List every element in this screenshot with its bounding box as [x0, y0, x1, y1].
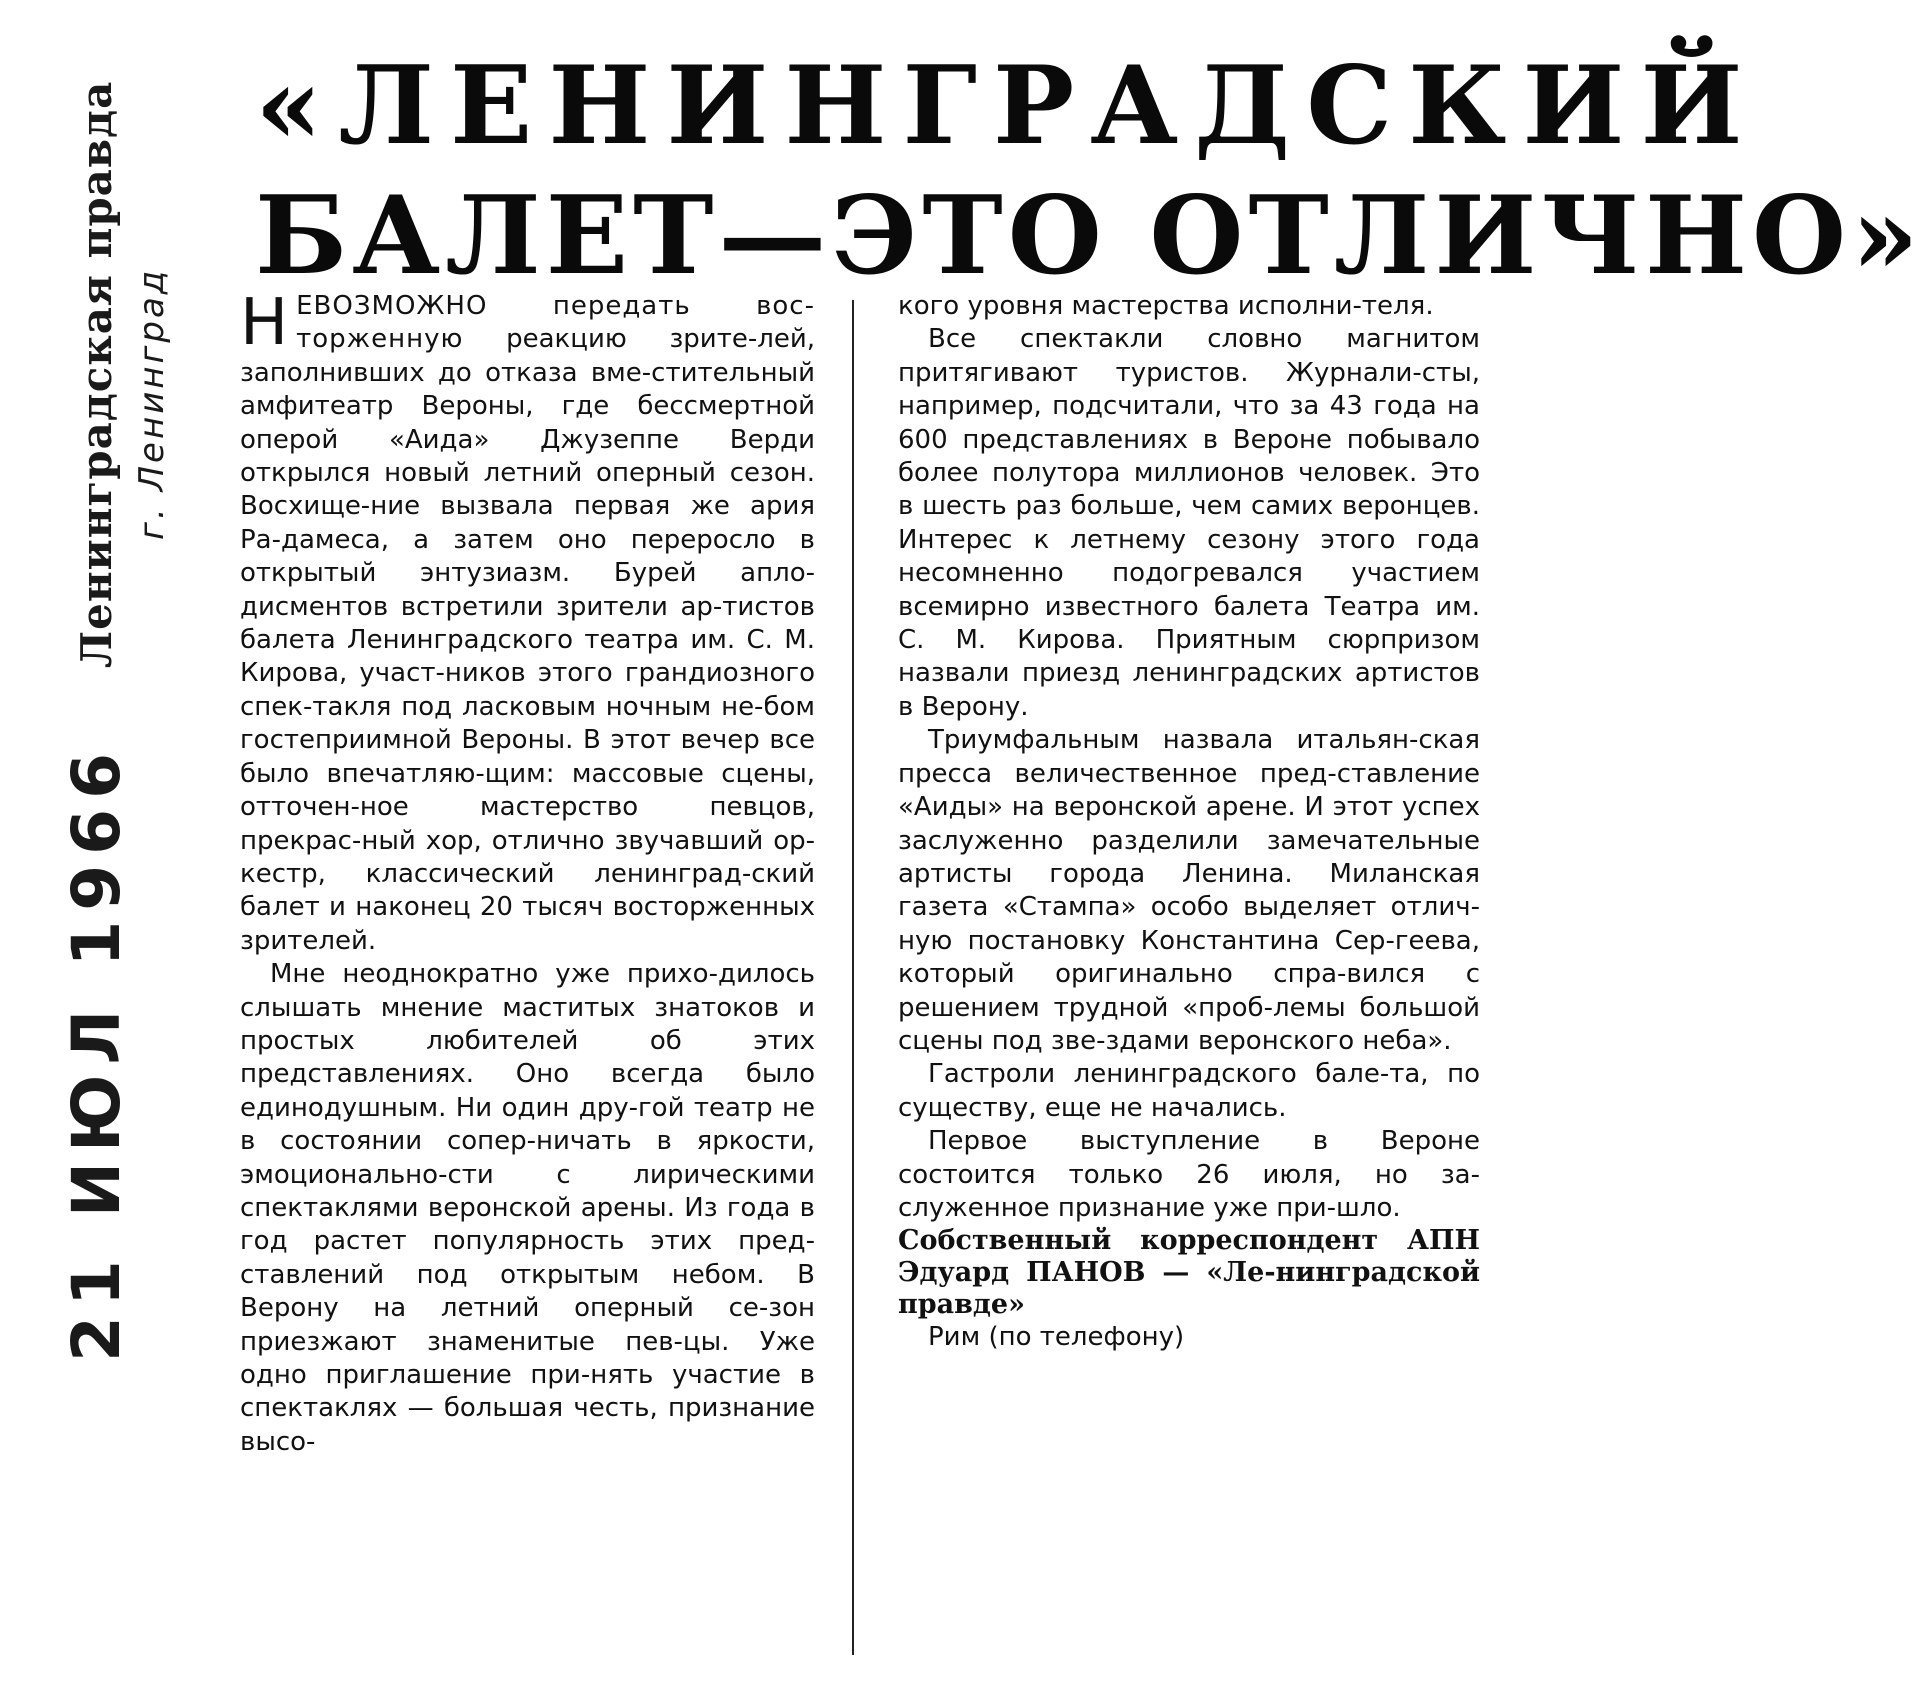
column-divider: [852, 300, 854, 1655]
date-stamp: 21 ИЮЛ 1966: [58, 742, 135, 1362]
article-paragraph-2: Мне неоднократно уже прихо-дилось слышать мнение маститых знатоков и простых любителей об этих представлениях. Оно всегда было единодушным. Ни один дру-гой театр не в состоянии сопер-ничать в яркости, эмоционально-сти с лирическими спектаклями веронской арены. Из года в год растет популярность этих пред-ставлений под открытым небом. В Верону на летний оперный се-зон приезжают знаменитые пев-цы. Уже одно приглашение при-нять участие в спектаклях — большая честь, признание высо-: [240, 959, 815, 1457]
headline: [255, 43, 1924, 299]
city-stamp: г. Ленинград: [132, 267, 172, 540]
author-signature: Собственный корреспондент АПН Эдуард ПАНОВ — «Ле-нинградской правде»: [898, 1225, 1480, 1321]
article-paragraph-3: Все спектакли словно магнитом притягивают туристов. Журнали-сты, например, подсчитали, что за 43 года на 600 представлениях в Вероне побывало более полутора миллионов человек. Это в шесть раз больше, чем самих веронцев. Интерес к летнему сезону этого года несомненно подогревался участием всемирно известного балета Театра им. С. М. Кирова. Приятным сюрпризом назвали приезд ленинградских артистов в Верону.: [898, 324, 1480, 722]
dateline: Рим (по телефону): [928, 1322, 1185, 1353]
headline-line-1: «ЛЕНИНГРАДСКИЙ: [255, 43, 1759, 169]
article-column-right: [898, 290, 1480, 1355]
article-paragraph-2-continued: кого уровня мастерства исполни-теля.: [898, 291, 1434, 321]
article-paragraph-5: Гастроли ленинградского бале-та, по существу, еще не начались.: [898, 1059, 1480, 1123]
drop-cap: Н: [240, 286, 289, 360]
lead-words: ЕВОЗМОЖНО передать вос-торженную: [296, 291, 815, 355]
article-paragraph-1: [240, 286, 815, 958]
article-paragraph-6: Первое выступление в Вероне состоится только 26 июля, но за-служенное признание уже при-шло.: [898, 1126, 1480, 1223]
paragraph-1-text: реакцию зрите-лей, заполнивших до отказа вме-стительный амфитеатр Вероны, где бессмертной оперой «Аида» Джузеппе Верди открылся новый летний оперный сезон. Восхище-ние вызвала первая же ария Ра-дамеса, а затем оно переросло в открытый энтузиазм. Бурей апло-дисментов встретили зрители ар-тистов балета Ленинградского театра им. С. М. Кирова, участ-ников этого грандиозного спек-такля под ласковым ночным не-бом гостеприимной Вероны. В этот вечер все было впечатляю-щим: массовые сцены, отточен-ное мастерство певцов, прекрас-ный хор, отлично звучавший ор-кестр, классический ленинград-ский балет и наконец 20 тысяч восторженных зрителей.: [240, 324, 815, 956]
newspaper-name-stamp: Ленинградская правда: [72, 80, 121, 668]
article-column-left: [240, 286, 815, 1459]
headline-line-2: БАЛЕТ—ЭТО ОТЛИЧНО»: [255, 173, 1924, 299]
article-paragraph-4: Триумфальным назвала итальян-ская пресса величественное пред-ставление «Аиды» на веронской арене. И этот успех заслуженно разделили замечательные артисты города Ленина. Миланская газета «Стампа» особо выделяет отлич-ную постановку Константина Сер-геева, который оригинально спра-вился с решением трудной «проб-лемы большой сцены под зве-здами веронского неба».: [898, 725, 1480, 1056]
